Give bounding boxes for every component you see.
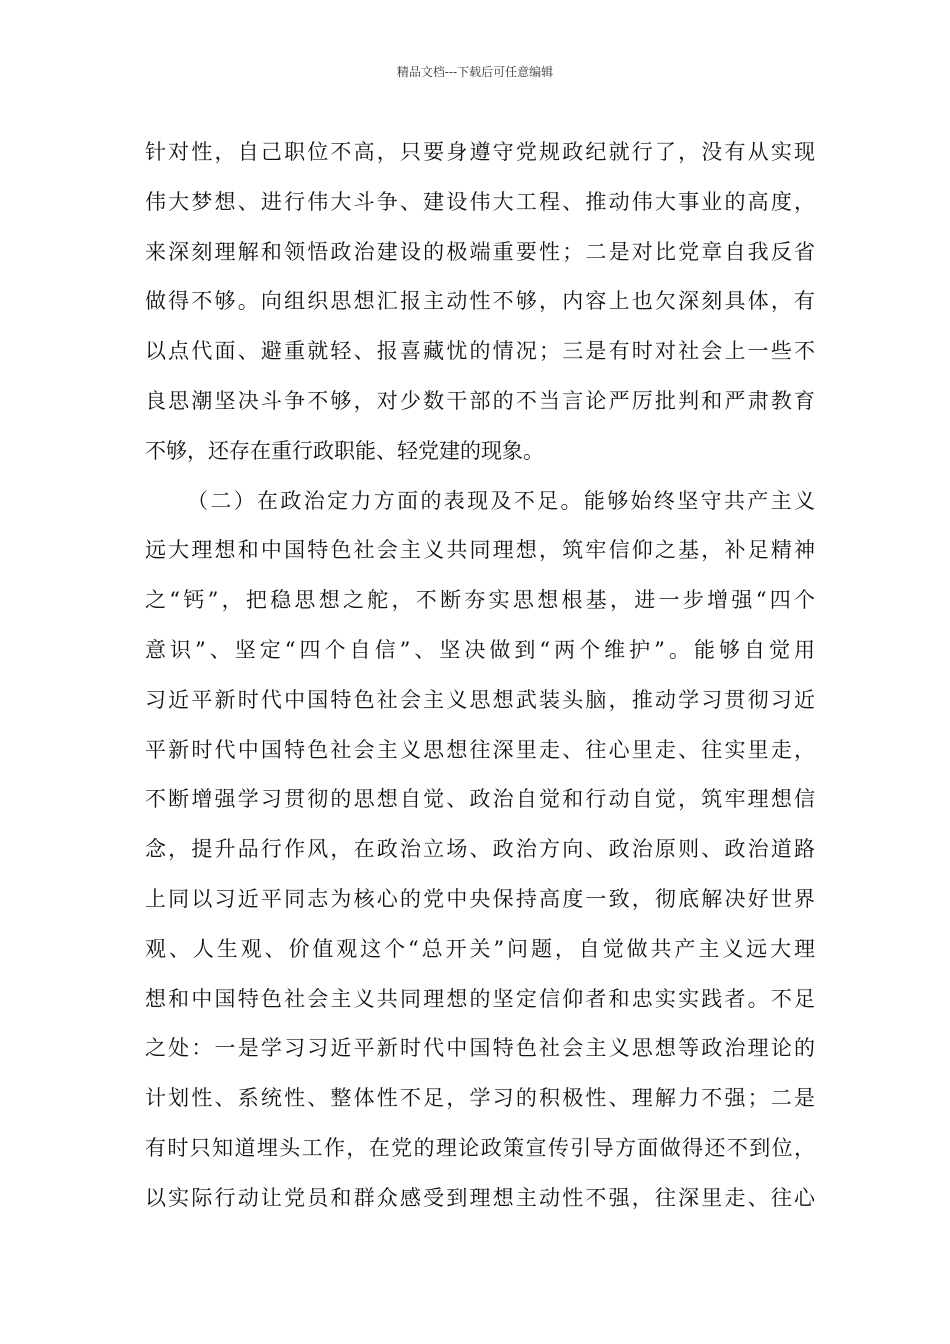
text-line: 意识”、坚定“四个自信”、坚决做到“两个维护”。能够自觉用 [145,637,815,662]
text-line: 伟大梦想、进行伟大斗争、建设伟大工程、推动伟大事业的高度， [145,189,815,214]
text-line: 习近平新时代中国特色社会主义思想武装头脑，推动学习贯彻习近 [145,687,815,712]
text-line: 良思潮坚决斗争不够，对少数干部的不当言论严厉批判和严肃教育 [145,388,815,413]
page-header: 精品文档---下载后可任意编辑 [396,65,554,79]
text-line: 想和中国特色社会主义共同理想的坚定信仰者和忠实实践者。不足 [145,986,815,1011]
text-line: 计划性、系统性、整体性不足，学习的积极性、理解力不强；二是 [145,1086,815,1111]
text-line: 做得不够。向组织思想汇报主动性不够，内容上也欠深刻具体，有 [145,289,815,314]
text-line: 远大理想和中国特色社会主义共同理想，筑牢信仰之基，补足精神 [145,538,815,563]
paragraph-start-line: （二）在政治定力方面的表现及不足。能够始终坚守共产主义 [187,488,815,513]
document-body [145,128,815,1224]
text-line: 以实际行动让党员和群众感受到理想主动性不强，往深里走、往心 [145,1185,815,1210]
text-line: 来深刻理解和领悟政治建设的极端重要性；二是对比党章自我反省 [145,239,815,264]
text-line: 有时只知道埋头工作，在党的理论政策宣传引导方面做得还不到位， [145,1135,815,1160]
text-line: 平新时代中国特色社会主义思想往深里走、往心里走、往实里走， [145,737,815,762]
text-line: 以点代面、避重就轻、报喜藏忧的情况；三是有时对社会上一些不 [145,339,815,364]
text-line: 不够，还存在重行政职能、轻党建的现象。 [145,438,544,463]
text-line: 之“钙”，把稳思想之舵，不断夯实思想根基，进一步增强“四个 [145,588,815,613]
text-line: 不断增强学习贯彻的思想自觉、政治自觉和行动自觉，筑牢理想信 [145,787,815,812]
text-line: 针对性，自己职位不高，只要身遵守党规政纪就行了，没有从实现 [145,140,815,164]
text-line: 观、人生观、价值观这个“总开关”问题，自觉做共产主义远大理 [145,936,815,961]
text-line: 上同以习近平同志为核心的党中央保持高度一致，彻底解决好世界 [145,886,815,911]
text-line: 念，提升品行作风，在政治立场、政治方向、政治原则、政治道路 [145,837,815,862]
text-line: 之处：一是学习习近平新时代中国特色社会主义思想等政治理论的 [145,1036,815,1061]
